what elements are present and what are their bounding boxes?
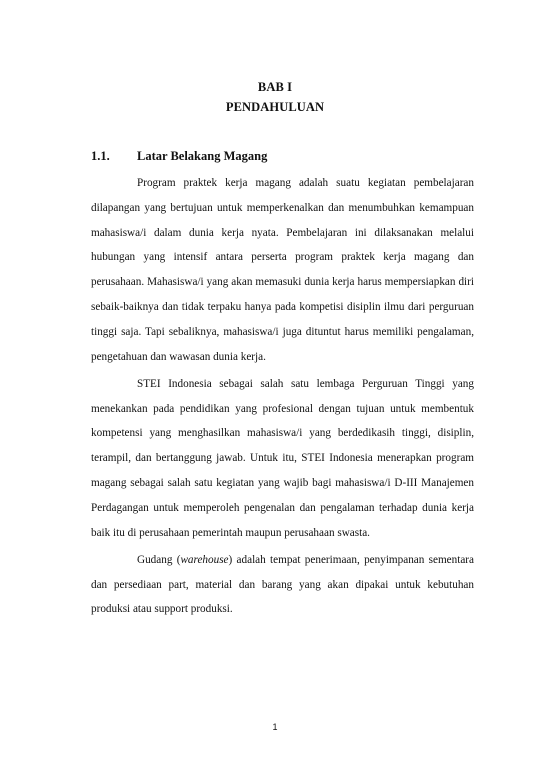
paragraph-3 — [91, 548, 474, 622]
paragraph-1: Program praktek kerja magang adalah suatu kegiatan pembelajaran dilapangan yang bertujuan untuk memperkenalkan dan menumbuhkan kemampuan mahasiswa/i dalam dunia kerja nyata. Pembelajaran ini dilaksanakan melalui hubungan yang intensif antara perserta program praktek kerja magang dan perusahaan. Mahasiswa/i yang akan memasuki dunia kerja harus mempersiapkan diri sebaik-baiknya dan tidak terpaku hanya pada kompetisi disiplin ilmu dari perguruan tinggi saja. Tapi sebaliknya, mahasiswa/i juga dituntut harus memiliki pengalaman, pengetahuan dan wawasan dunia kerja. — [91, 177, 474, 363]
paragraph-3-end: ) adalah tempat penerimaan, penyimpanan sementara dan persediaan part, material dan barang yang akan dipakai untuk kebutuhan produksi atau support produksi. — [91, 553, 474, 616]
section-heading — [91, 149, 267, 164]
page-number: 1 — [272, 722, 278, 732]
section-number: 1.1. — [91, 149, 110, 163]
paragraph-3-term: warehouse — [180, 553, 229, 566]
chapter-number: BAB I — [257, 80, 293, 94]
paragraph-3-start: Gudang ( — [137, 553, 181, 566]
chapter-title: PENDAHULUAN — [225, 100, 325, 114]
body-text — [91, 171, 474, 625]
section-title: Latar Belakang Magang — [137, 149, 268, 163]
paragraph-2: STEI Indonesia sebagai salah satu lembaga Perguruan Tinggi yang menekankan pada pendidikan yang profesional dengan tujuan untuk membentuk kompetensi yang menghasilkan mahasiswa/i yang berdedikasih tinggi, disiplin, terampil, dan bertanggung jawab. Untuk itu, STEI Indonesia menerapkan program magang sebagai salah satu kegiatan yang wajib bagi mahasiswa/i D-III Manajemen Perdagangan untuk memperoleh pengenalan dan pengalaman terhadap dunia kerja baik itu di perusahaan pemerintah maupun perusahaan swasta. — [91, 377, 474, 539]
